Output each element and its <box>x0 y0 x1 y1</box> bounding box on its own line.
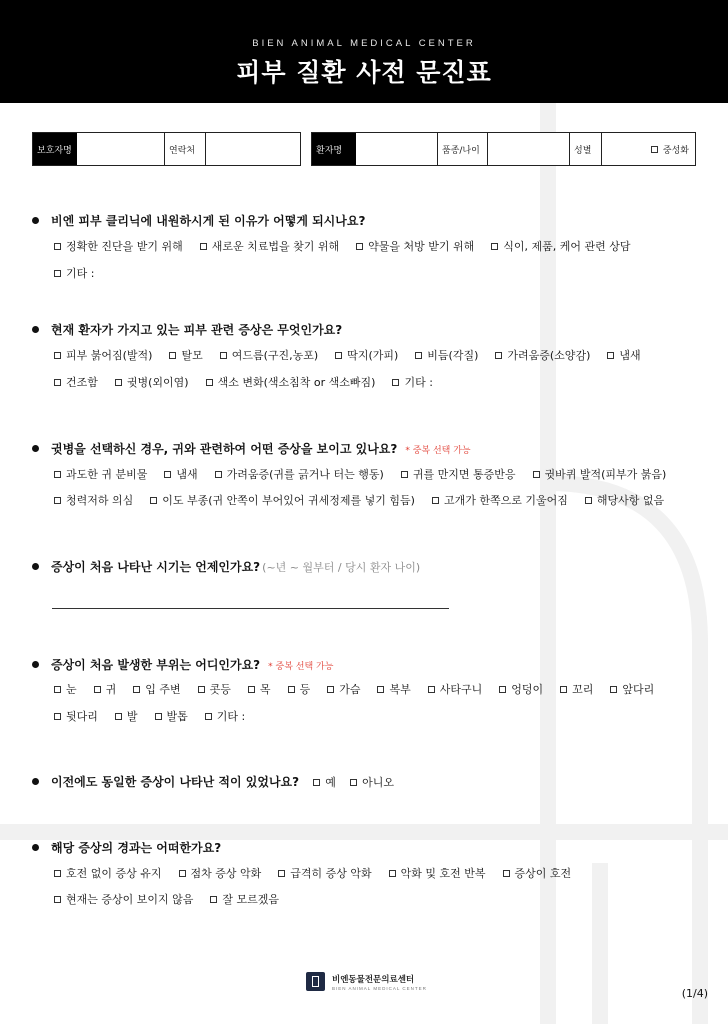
option[interactable] <box>335 347 398 363</box>
logo-icon <box>306 972 325 991</box>
option[interactable] <box>54 492 133 508</box>
option[interactable] <box>155 708 188 724</box>
option-label: 발톱 <box>166 710 188 723</box>
option[interactable] <box>288 681 311 697</box>
checkbox[interactable] <box>415 352 422 359</box>
checkbox[interactable] <box>585 497 592 504</box>
option-label: 급격히 증상 악화 <box>290 867 372 880</box>
option[interactable] <box>560 681 593 697</box>
option[interactable] <box>432 492 568 508</box>
option[interactable] <box>327 681 360 697</box>
option-label: 기타 : <box>404 376 433 389</box>
option[interactable] <box>54 374 98 390</box>
guardian-info-box <box>32 132 301 166</box>
checkbox[interactable] <box>179 870 186 877</box>
checkbox[interactable] <box>610 686 617 693</box>
option[interactable] <box>220 347 318 363</box>
question-3-options-row-2 <box>54 492 664 508</box>
bullet-icon <box>32 778 39 785</box>
guardian-name-field[interactable] <box>77 133 164 165</box>
option[interactable] <box>415 347 478 363</box>
checkbox[interactable] <box>54 270 61 277</box>
option[interactable] <box>54 708 98 724</box>
question-5-text: 증상이 처음 발생한 부위는 어디인가요? <box>51 658 261 672</box>
bullet-icon <box>32 445 39 452</box>
checkbox[interactable] <box>313 779 320 786</box>
option-no[interactable] <box>350 776 394 789</box>
checkbox[interactable] <box>206 379 213 386</box>
checkbox[interactable] <box>392 379 399 386</box>
multi-select-note: * 중복 선택 가능 <box>268 662 334 672</box>
option-label: 냄새 <box>176 468 198 481</box>
option-label: 앞다리 <box>622 683 655 696</box>
checkbox[interactable] <box>401 471 408 478</box>
option[interactable] <box>164 466 197 482</box>
option-yes[interactable] <box>313 776 336 789</box>
option[interactable] <box>54 865 162 881</box>
option[interactable] <box>115 374 189 390</box>
option-label: 딱지(가피) <box>347 349 399 362</box>
checkbox[interactable] <box>495 352 502 359</box>
contact-field[interactable] <box>205 133 300 165</box>
option[interactable] <box>401 466 516 482</box>
option-label: 악화 및 호전 반복 <box>400 867 486 880</box>
option[interactable] <box>179 865 262 881</box>
question-7-text: 해당 증상의 경과는 어떠한가요? <box>51 841 222 855</box>
option[interactable] <box>54 347 152 363</box>
checkbox[interactable] <box>248 686 255 693</box>
option-label: 피부 붉어짐(발적) <box>66 349 153 362</box>
option-label: 아니오 <box>362 776 395 789</box>
option-label: 콧등 <box>209 683 231 696</box>
option-label: 가려움증(귀를 긁거나 터는 행동) <box>226 468 384 481</box>
option[interactable] <box>133 681 180 697</box>
option[interactable] <box>54 681 77 697</box>
checkbox[interactable] <box>377 686 384 693</box>
option-label: 식이, 제품, 케어 관련 상담 <box>503 240 631 253</box>
checkbox[interactable] <box>94 686 101 693</box>
option-label: 귓바퀴 발적(피부가 붉음) <box>544 468 667 481</box>
answer-line[interactable] <box>52 608 449 609</box>
option-label: 사타구니 <box>439 683 483 696</box>
checkbox[interactable] <box>560 686 567 693</box>
option[interactable] <box>205 708 245 724</box>
checkbox[interactable] <box>533 471 540 478</box>
option[interactable] <box>115 708 138 724</box>
checkbox[interactable] <box>389 870 396 877</box>
option[interactable] <box>389 865 486 881</box>
option-label: 귀 <box>105 683 117 696</box>
checkbox[interactable] <box>155 713 162 720</box>
option-label: 엉덩이 <box>511 683 544 696</box>
multi-select-note: * 중복 선택 가능 <box>405 446 471 456</box>
option-label: 여드름(구진,농포) <box>231 349 319 362</box>
option[interactable] <box>150 492 415 508</box>
option[interactable] <box>607 347 640 363</box>
option[interactable] <box>54 265 94 281</box>
option-label: 뒷다리 <box>66 710 98 723</box>
checkbox[interactable] <box>607 352 614 359</box>
bullet-icon <box>32 217 39 224</box>
question-1-options-row-1 <box>54 238 648 254</box>
header-subtitle: BIEN ANIMAL MEDICAL CENTER <box>252 38 476 49</box>
guardian-name-label: 보호자명 <box>33 133 77 165</box>
question-6-text: 이전에도 동일한 증상이 나타난 적이 있었나요? <box>51 775 300 789</box>
bullet-icon <box>32 661 39 668</box>
option-label: 예 <box>325 776 336 789</box>
option-label: 증상이 호전 <box>514 867 572 880</box>
checkbox[interactable] <box>491 243 498 250</box>
option-label: 복부 <box>389 683 411 696</box>
checkbox[interactable] <box>54 896 61 903</box>
checkbox[interactable] <box>54 243 61 250</box>
option[interactable] <box>533 466 667 482</box>
checkbox[interactable] <box>327 686 334 693</box>
checkbox[interactable] <box>115 379 122 386</box>
option-label: 약물을 처방 받기 위해 <box>368 240 475 253</box>
bullet-icon <box>32 326 39 333</box>
checkbox[interactable] <box>278 870 285 877</box>
option[interactable] <box>499 681 543 697</box>
contact-label: 연락처 <box>164 133 205 165</box>
page-header <box>0 0 728 103</box>
checkbox[interactable] <box>54 870 61 877</box>
option-label: 입 주변 <box>145 683 181 696</box>
question-7 <box>32 839 221 856</box>
option-label: 등 <box>299 683 311 696</box>
question-3 <box>32 440 471 457</box>
checkbox[interactable] <box>200 243 207 250</box>
option-label: 가슴 <box>339 683 361 696</box>
option-label: 기타 : <box>66 267 95 280</box>
option-label: 냄새 <box>619 349 641 362</box>
checkbox[interactable] <box>54 686 61 693</box>
option-label: 고개가 한쪽으로 기울어짐 <box>443 494 568 507</box>
option[interactable] <box>503 865 572 881</box>
checkbox[interactable] <box>54 352 61 359</box>
question-4-text: 증상이 처음 나타난 시기는 언제인가요? <box>51 560 261 574</box>
bullet-icon <box>32 563 39 570</box>
option-label: 건조함 <box>66 376 98 389</box>
question-1-options-row-2 <box>54 265 111 281</box>
checkbox[interactable] <box>350 779 357 786</box>
option[interactable] <box>94 681 117 697</box>
option-label: 색소 변화(색소침착 or 색소빠짐) <box>217 376 376 389</box>
option[interactable] <box>54 891 193 907</box>
option[interactable] <box>392 374 432 390</box>
option-label: 귓병(외이염) <box>126 376 189 389</box>
option[interactable] <box>54 238 183 254</box>
checkbox[interactable] <box>220 352 227 359</box>
question-2-options-row-1 <box>54 347 658 363</box>
question-3-options-row-1 <box>54 466 666 482</box>
checkbox[interactable] <box>164 471 171 478</box>
question-1 <box>32 212 365 229</box>
option-label: 가려움증(소양감) <box>507 349 591 362</box>
checkbox[interactable] <box>499 686 506 693</box>
option[interactable] <box>210 891 279 907</box>
sex-label: 성별 <box>569 133 601 165</box>
option-label: 탈모 <box>181 349 203 362</box>
checkbox[interactable] <box>150 497 157 504</box>
option[interactable] <box>428 681 483 697</box>
patient-name-label: 환자명 <box>312 133 356 165</box>
checkbox[interactable] <box>428 686 435 693</box>
checkbox[interactable] <box>205 713 212 720</box>
question-2-text: 현재 환자가 가지고 있는 피부 관련 증상은 무엇인가요? <box>51 323 343 337</box>
option-label: 발 <box>126 710 138 723</box>
option-label: 귀를 만지면 통증반응 <box>412 468 516 481</box>
question-6 <box>32 773 394 790</box>
option-label: 점차 증상 악화 <box>190 867 262 880</box>
checkbox[interactable] <box>432 497 439 504</box>
checkbox[interactable] <box>210 896 217 903</box>
breed-age-field[interactable] <box>487 133 569 165</box>
option-label: 비듬(각질) <box>427 349 479 362</box>
question-2 <box>32 321 342 338</box>
checkbox[interactable] <box>54 713 61 720</box>
option-label: 현재는 증상이 보이지 않음 <box>66 893 194 906</box>
option[interactable] <box>377 681 410 697</box>
option-label: 눈 <box>66 683 77 696</box>
neuter-label: 중성화 <box>662 145 689 156</box>
option[interactable] <box>200 238 339 254</box>
question-7-options-row-2 <box>54 891 296 907</box>
page-title: 피부 질환 사전 문진표 <box>236 58 492 87</box>
option[interactable] <box>198 681 231 697</box>
logo-english-text: BIEN ANIMAL MEDICAL CENTER <box>332 985 427 991</box>
breed-age-label: 품종/나이 <box>437 133 487 165</box>
question-2-options-row-2 <box>54 374 450 390</box>
question-5-options-row-2 <box>54 708 262 724</box>
question-7-options-row-1 <box>54 865 588 881</box>
option[interactable] <box>278 865 371 881</box>
option-label: 꼬리 <box>572 683 594 696</box>
question-5-options-row-1 <box>54 681 654 697</box>
logo-korean-text: 비엔동물전문의료센터 <box>332 974 415 985</box>
option-label: 해당사항 없음 <box>596 494 665 507</box>
checkbox[interactable] <box>133 686 140 693</box>
page-number: (1/4) <box>681 987 708 1000</box>
checkbox[interactable] <box>115 713 122 720</box>
option-label: 과도한 귀 분비물 <box>66 468 148 481</box>
option-label: 새로운 치료법을 찾기 위해 <box>211 240 340 253</box>
option-label: 정확한 진단을 받기 위해 <box>66 240 183 253</box>
option[interactable] <box>54 466 147 482</box>
option[interactable] <box>169 347 202 363</box>
option-label: 호전 없이 증상 유지 <box>66 867 162 880</box>
option-label: 목 <box>259 683 271 696</box>
option[interactable] <box>206 374 376 390</box>
option[interactable] <box>248 681 271 697</box>
question-3-text: 귓병을 선택하신 경우, 귀와 관련하여 어떤 증상을 보이고 있나요? <box>51 442 398 456</box>
question-1-text: 비엔 피부 클리닉에 내원하시게 된 이유가 어떻게 되시나요? <box>51 214 366 228</box>
footer-logo <box>306 972 427 991</box>
option-label: 청력저하 의심 <box>66 494 134 507</box>
checkbox[interactable] <box>198 686 205 693</box>
checkbox[interactable] <box>54 379 61 386</box>
option[interactable] <box>585 492 664 508</box>
bullet-icon <box>32 844 39 851</box>
checkbox[interactable] <box>503 870 510 877</box>
patient-info-box <box>311 132 696 166</box>
option[interactable] <box>215 466 384 482</box>
sex-field <box>601 133 695 165</box>
option[interactable] <box>610 681 654 697</box>
checkbox[interactable] <box>54 497 61 504</box>
checkbox[interactable] <box>215 471 222 478</box>
patient-name-field[interactable] <box>356 133 437 165</box>
question-4 <box>32 558 420 575</box>
checkbox[interactable] <box>169 352 176 359</box>
question-5 <box>32 656 333 673</box>
checkbox[interactable] <box>54 471 61 478</box>
checkbox[interactable] <box>335 352 342 359</box>
checkbox[interactable] <box>356 243 363 250</box>
option[interactable] <box>495 347 590 363</box>
option[interactable] <box>356 238 474 254</box>
option-label: 기타 : <box>216 710 246 723</box>
option-label: 잘 모르겠음 <box>222 893 280 906</box>
checkbox[interactable] <box>288 686 295 693</box>
option-label: 이도 부종(귀 안쪽이 부어있어 귀세정제를 넣기 힘듬) <box>162 494 415 507</box>
option[interactable] <box>491 238 630 254</box>
question-4-hint: (~년 ~ 월부터 / 당시 환자 나이) <box>262 561 421 574</box>
neuter-checkbox[interactable] <box>651 146 658 153</box>
